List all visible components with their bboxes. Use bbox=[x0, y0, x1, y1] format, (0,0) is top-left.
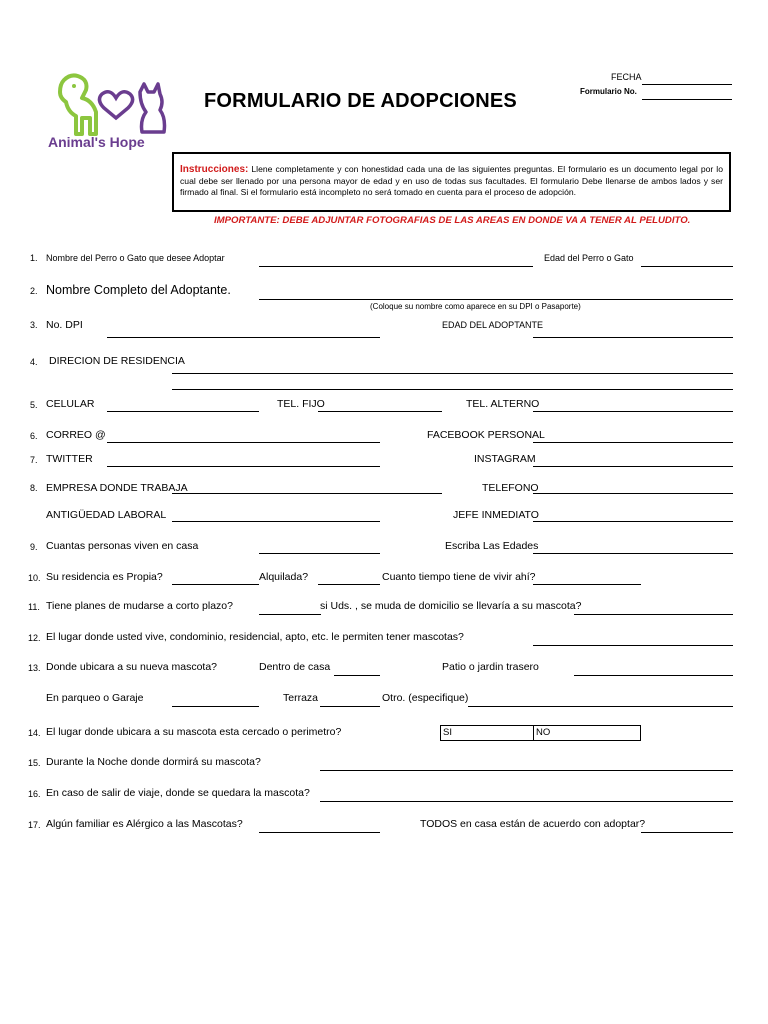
take-pet-when-moving-label: si Uds. , se muda de domicilio se llevaría a su mascota? bbox=[320, 600, 582, 612]
work-seniority-label: ANTIGÜEDAD LABORAL bbox=[46, 509, 167, 521]
facebook-field[interactable] bbox=[533, 442, 733, 443]
instructions-label: Instrucciones: bbox=[180, 164, 249, 175]
work-seniority-field[interactable] bbox=[172, 521, 380, 522]
dpi-label: No. DPI bbox=[46, 319, 83, 331]
fecha-label: FECHA bbox=[611, 72, 642, 82]
cellphone-field[interactable] bbox=[107, 411, 259, 412]
item-number: 6. bbox=[30, 431, 38, 441]
other-location-field[interactable] bbox=[468, 706, 733, 707]
instagram-label: INSTAGRAM bbox=[474, 453, 536, 465]
adopter-name-hint: (Coloque su nombre como aparece en su DPI o Pasaporte) bbox=[370, 302, 581, 311]
adopter-name-field[interactable] bbox=[259, 299, 733, 300]
twitter-field[interactable] bbox=[107, 466, 380, 467]
supervisor-field[interactable] bbox=[533, 521, 733, 522]
household-count-field[interactable] bbox=[259, 553, 380, 554]
item-number: 12. bbox=[28, 633, 41, 643]
household-agreement-field[interactable] bbox=[641, 832, 733, 833]
work-phone-label: TELEFONO bbox=[482, 482, 539, 494]
cellphone-label: CELULAR bbox=[46, 398, 95, 410]
alt-phone-label: TEL. ALTERNO bbox=[466, 398, 540, 410]
fenced-no-box[interactable]: NO bbox=[533, 725, 641, 741]
fenced-area-label: El lugar donde ubicara a su mascota esta cercado o perimetro? bbox=[46, 726, 342, 738]
employer-field[interactable] bbox=[172, 493, 442, 494]
alt-phone-field[interactable] bbox=[533, 411, 733, 412]
landline-label: TEL. FIJO bbox=[277, 398, 325, 410]
terrace-field[interactable] bbox=[320, 706, 380, 707]
item-number: 15. bbox=[28, 758, 41, 768]
item-number: 3. bbox=[30, 320, 38, 330]
employer-label: EMPRESA DONDE TRABAJA bbox=[46, 482, 188, 494]
twitter-label: TWITTER bbox=[46, 453, 93, 465]
instructions-box bbox=[172, 152, 731, 212]
allergy-label: Algún familiar es Alérgico a las Mascotas? bbox=[46, 818, 243, 830]
instructions-text: Llene completamente y con honestidad cada una de las siguientes preguntas. El formulario es un documento legal por lo cual debe ser llenado por una persona mayor de edad y en uso de todas sus facultades. El formulario Debe llenarse de ambos lados y ser firmado al final. Si el formulario está incompleto no será tomado en cuenta para el proceso de adopción. bbox=[180, 164, 723, 197]
item-number: 11. bbox=[28, 602, 40, 612]
landline-field[interactable] bbox=[318, 411, 442, 412]
adopter-age-field[interactable] bbox=[533, 337, 733, 338]
item-number: 10. bbox=[28, 573, 41, 583]
pet-name-field[interactable] bbox=[259, 266, 533, 267]
fenced-yes-box[interactable]: SI bbox=[440, 725, 534, 741]
item-number: 7. bbox=[30, 455, 38, 465]
item-number: 4. bbox=[30, 357, 38, 367]
rented-label: Alquilada? bbox=[259, 571, 309, 583]
email-field[interactable] bbox=[107, 442, 380, 443]
email-label: CORREO @ bbox=[46, 429, 106, 441]
formulario-no-label: Formulario No. bbox=[580, 87, 637, 96]
item-number: 2. bbox=[30, 286, 38, 296]
dpi-field[interactable] bbox=[107, 337, 380, 338]
owned-home-field[interactable] bbox=[172, 584, 259, 585]
supervisor-label: JEFE INMEDIATO bbox=[453, 509, 539, 521]
moving-plans-field[interactable] bbox=[259, 614, 321, 615]
pets-allowed-field[interactable] bbox=[533, 645, 733, 646]
owned-home-label: Su residencia es Propia? bbox=[46, 571, 163, 583]
night-sleep-field[interactable] bbox=[320, 770, 733, 771]
address-field-2[interactable] bbox=[172, 389, 733, 390]
other-location-label: Otro. (especifique) bbox=[382, 692, 469, 704]
work-phone-field[interactable] bbox=[533, 493, 733, 494]
pets-allowed-label: El lugar donde usted vive, condominio, residencial, apto, etc. le permiten tener mascotas? bbox=[46, 631, 464, 643]
fecha-field[interactable] bbox=[642, 84, 732, 85]
travel-care-field[interactable] bbox=[320, 801, 733, 802]
garage-label: En parqueo o Garaje bbox=[46, 692, 144, 704]
address-label: DIRECION DE RESIDENCIA bbox=[49, 355, 185, 367]
terrace-label: Terraza bbox=[283, 692, 319, 704]
adopter-age-label: EDAD DEL ADOPTANTE bbox=[442, 320, 544, 330]
household-ages-label: Escriba Las Edades bbox=[445, 540, 539, 552]
moving-plans-label: Tiene planes de mudarse a corto plazo? bbox=[46, 600, 233, 612]
item-number: 9. bbox=[30, 542, 38, 552]
backyard-field[interactable] bbox=[574, 675, 733, 676]
item-number: 16. bbox=[28, 789, 41, 799]
garage-field[interactable] bbox=[172, 706, 259, 707]
dog-cat-heart-icon bbox=[44, 70, 174, 140]
item-number: 8. bbox=[30, 483, 38, 493]
backyard-label: Patio o jardin trasero bbox=[442, 661, 539, 673]
item-number: 1. bbox=[30, 253, 38, 263]
item-number: 5. bbox=[30, 400, 38, 410]
important-notice: IMPORTANTE: DEBE ADJUNTAR FOTOGRAFIAS DE LAS AREAS EN DONDE VA A TENER AL PELUDITO. bbox=[214, 215, 691, 226]
item-number: 14. bbox=[28, 728, 41, 738]
residence-time-label: Cuanto tiempo tiene de vivir ahí? bbox=[382, 571, 536, 583]
pet-age-label: Edad del Perro o Gato bbox=[544, 253, 634, 263]
rented-field[interactable] bbox=[318, 584, 380, 585]
household-count-label: Cuantas personas viven en casa bbox=[46, 540, 199, 552]
instagram-field[interactable] bbox=[533, 466, 733, 467]
page-title: FORMULARIO DE ADOPCIONES bbox=[204, 90, 517, 112]
residence-time-field[interactable] bbox=[533, 584, 641, 585]
travel-care-label: En caso de salir de viaje, donde se quedara la mascota? bbox=[46, 787, 310, 799]
allergy-field[interactable] bbox=[259, 832, 380, 833]
item-number: 13. bbox=[28, 663, 41, 673]
facebook-label: FACEBOOK PERSONAL bbox=[427, 429, 545, 441]
night-sleep-label: Durante la Noche donde dormirá su mascota? bbox=[46, 756, 261, 768]
formulario-no-field[interactable] bbox=[642, 99, 732, 100]
pet-name-label: Nombre del Perro o Gato que desee Adoptar bbox=[46, 253, 225, 263]
item-number: 17. bbox=[28, 820, 41, 830]
take-pet-when-moving-field[interactable] bbox=[574, 614, 733, 615]
indoors-label: Dentro de casa bbox=[259, 661, 331, 673]
animals-hope-logo bbox=[44, 70, 174, 152]
pet-age-field[interactable] bbox=[641, 266, 733, 267]
household-agreement-label: TODOS en casa están de acuerdo con adoptar? bbox=[420, 818, 646, 830]
household-ages-field[interactable] bbox=[533, 553, 733, 554]
logo-text: Animal's Hope bbox=[48, 134, 145, 150]
pet-location-label: Donde ubicara a su nueva mascota? bbox=[46, 661, 218, 673]
address-field-1[interactable] bbox=[172, 373, 733, 374]
adopter-name-label: Nombre Completo del Adoptante. bbox=[46, 283, 231, 297]
indoors-field[interactable] bbox=[334, 675, 380, 676]
